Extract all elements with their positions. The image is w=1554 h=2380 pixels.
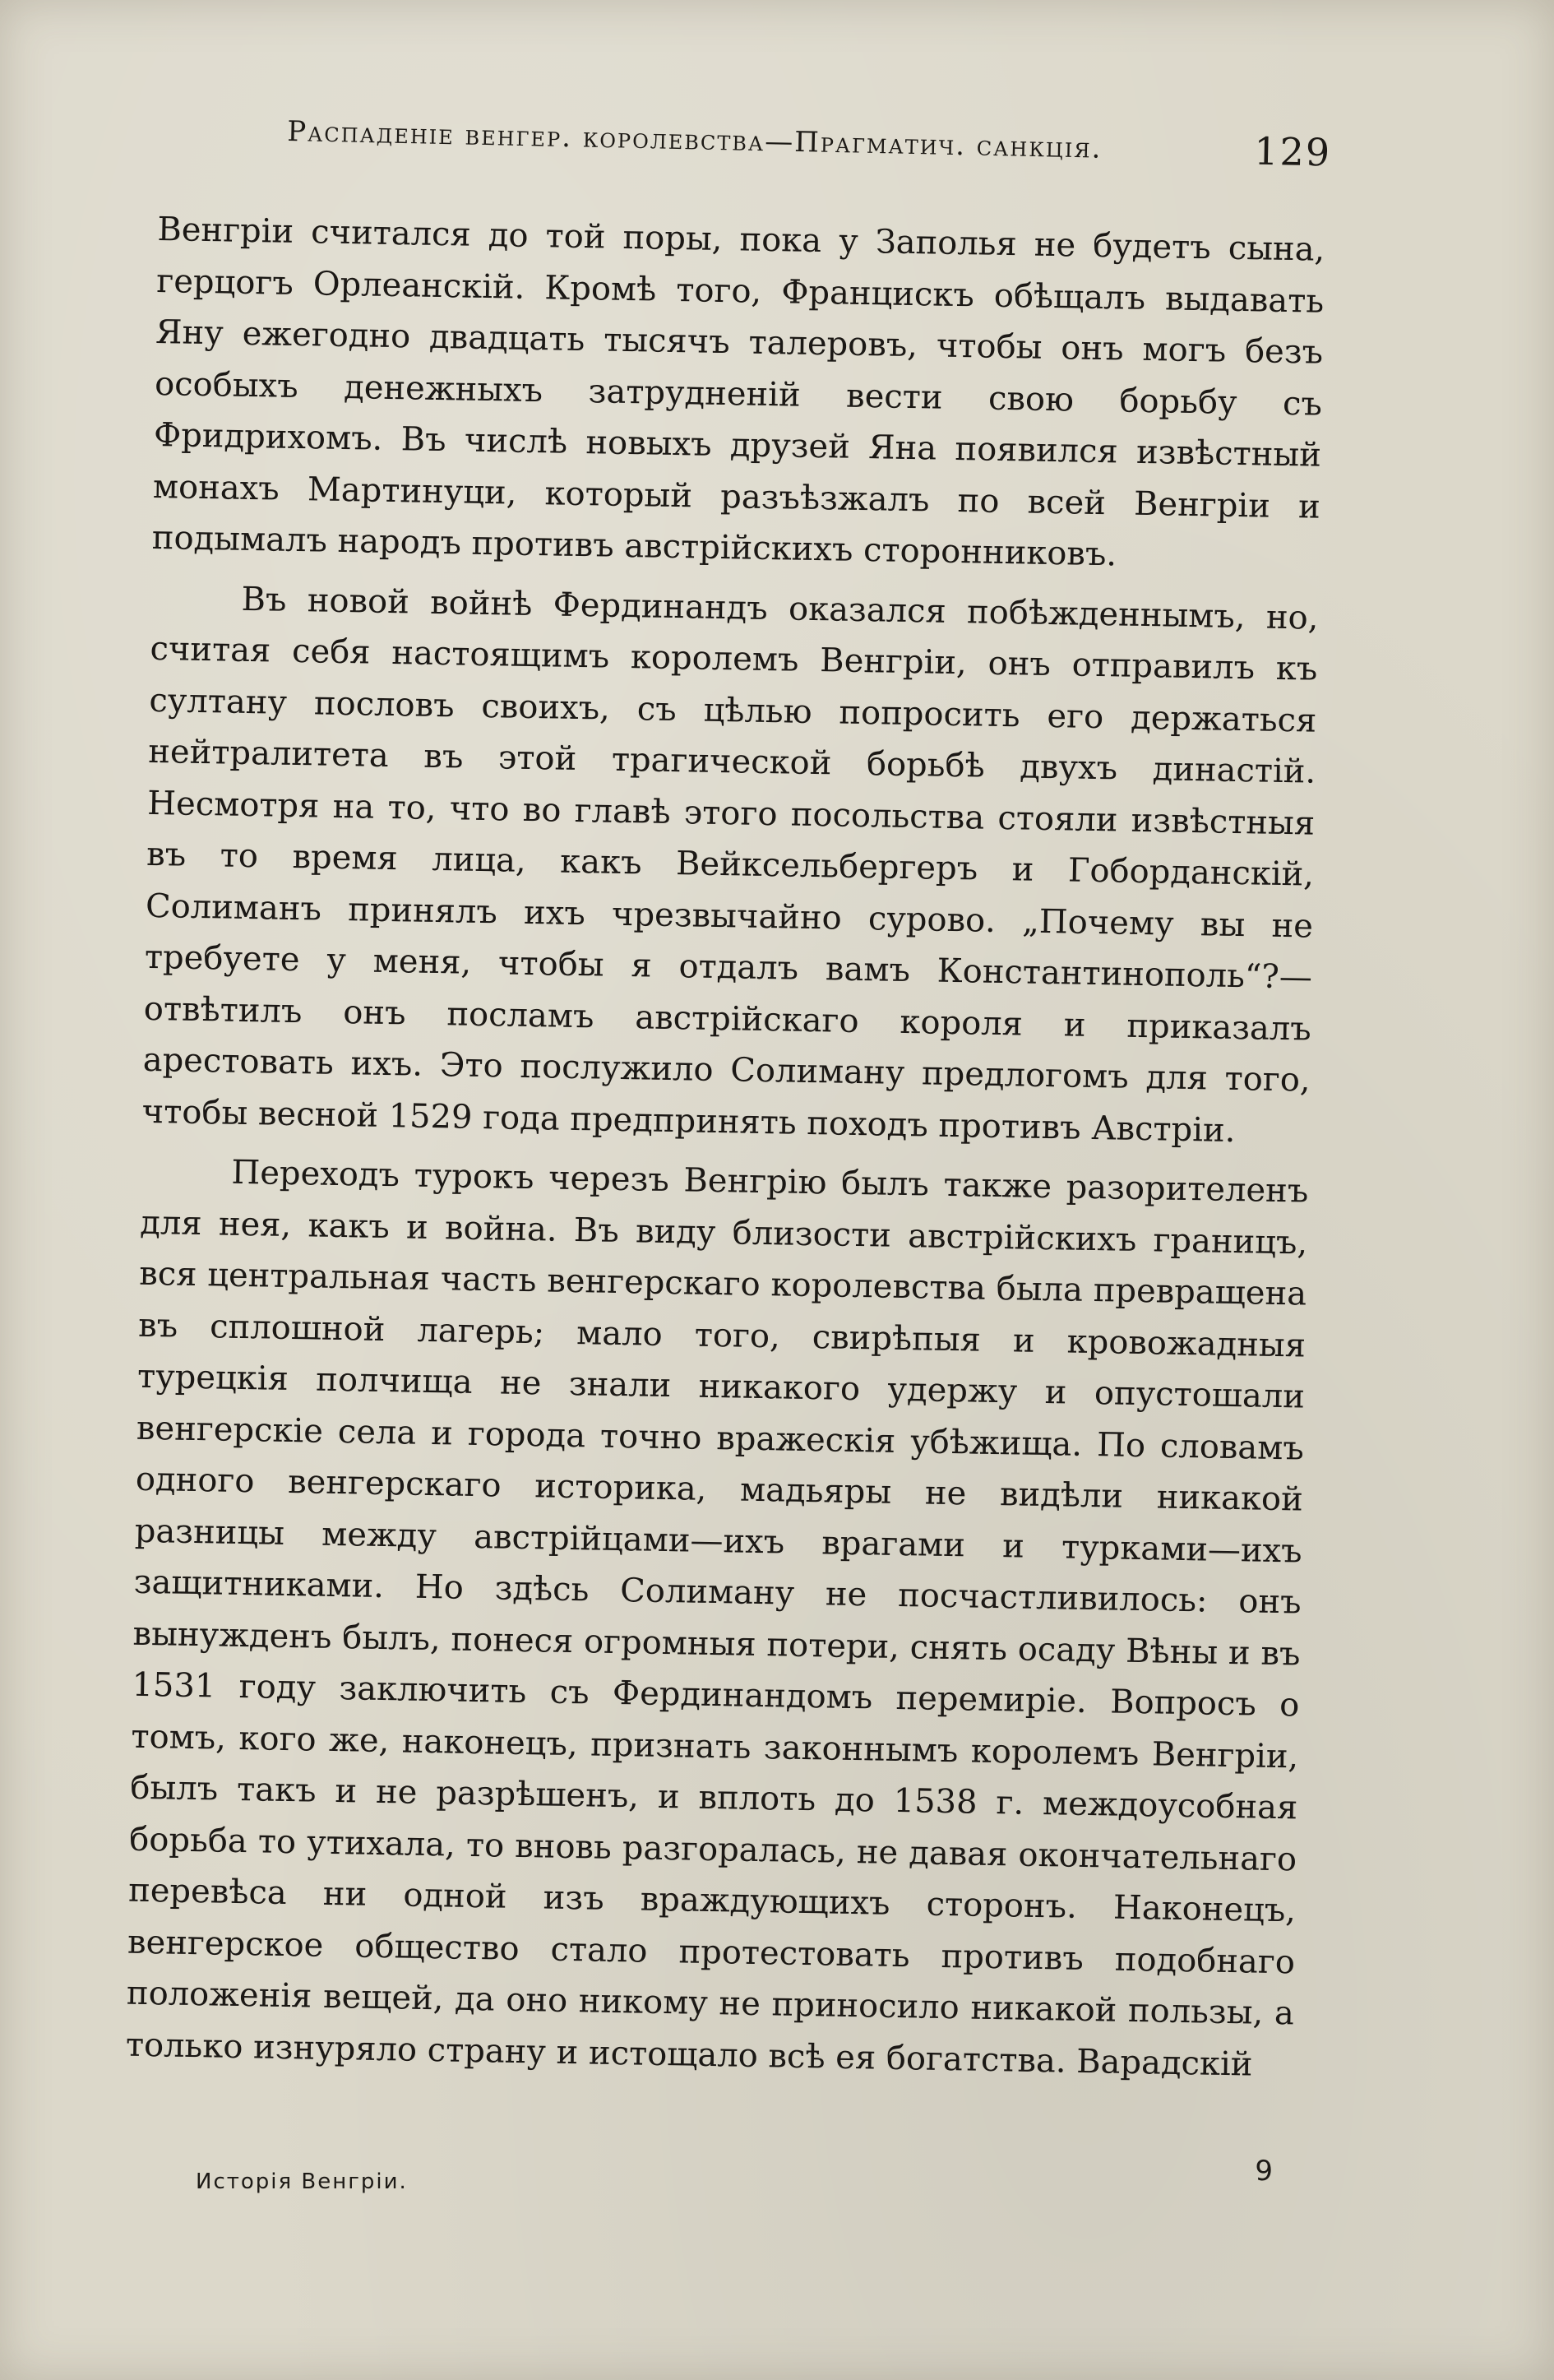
paragraph-continuation: Венгріи считался до той поры, пока у Заполья не будетъ сына, герцогъ Орлеанскій. Кромѣ того, Францискъ обѣщалъ выдавать Яну ежегодно двадцать тысячъ талеровъ, чтобы онъ могъ безъ особыхъ денежныхъ затрудненій вести свою борьбу съ Фридрихомъ. Въ числѣ новыхъ друзей Яна появился извѣстный монахъ Мартинуци, который разъѣзжалъ по всей Венгріи и подымалъ народъ противъ австрійскихъ сторонниковъ. bbox=[151, 210, 1325, 574]
page-header bbox=[287, 105, 1332, 185]
body-text bbox=[125, 204, 1325, 2099]
running-head: Распаденіе венгер. королевства—Прагматич. санкція. bbox=[286, 114, 1103, 165]
page-footer bbox=[196, 2155, 1273, 2204]
page-number: 129 bbox=[1253, 128, 1332, 175]
paragraph-ferdinand-embassy: Въ новой войнѣ Фердинандъ оказался побѣжденнымъ, но, считая себя настоящимъ королемъ Венгріи, онъ отправилъ къ султану пословъ своихъ, съ цѣлью попросить его держаться нейтралитета въ этой трагической борьбѣ двухъ династій. Несмотря на то, что во главѣ этого посольства стояли извѣстныя въ то время лица, какъ Вейксельбергеръ и Гоборданскій, Солиманъ принялъ ихъ чрезвычайно сурово. „Почему вы не требуете у меня, чтобы я отдалъ вамъ Константинополь“?—отвѣтилъ онъ посламъ австрійскаго короля и приказалъ арестовать ихъ. Это послужило Солиману предлогомъ для того, чтобы весной 1529 года предпринять походъ противъ Австріи. bbox=[141, 580, 1319, 1150]
signature-title: Исторія Венгріи. bbox=[196, 2169, 408, 2194]
signature-number: 9 bbox=[1255, 2155, 1273, 2188]
paragraph-turkish-passage: Переходъ турокъ черезъ Венгрію былъ также разорителенъ для нея, какъ и война. Въ виду близости австрійскихъ границъ, вся центральная часть венгерскаго королевства была превращена въ сплошной лагерь; мало того, свирѣпыя и кровожадныя турецкія полчища не знали никакого удержу и опустошали венгерскіе села и города точно вражескія убѣжища. По словамъ одного венгерскаго историка, мадьяры не видѣли никакой разницы между австрійцами—ихъ врагами и турками—ихъ защитниками. Но здѣсь Солиману не посчастливилось: онъ вынужденъ былъ, понеся огромныя потери, снять осаду Вѣны и въ 1531 году заключить съ Фердинандомъ перемиріе. Вопросъ о томъ, кого же, наконецъ, признать законнымъ королемъ Венгріи, былъ такъ и не разрѣшенъ, и вплоть до 1538 г. междоусобная борьба то утихала, то вновь разгоралась, не давая окончательнаго перевѣса ни одной изъ враждующихъ сторонъ. Наконецъ, венгерское общество стало протестовать противъ подобнаго положенія вещей, да оно никому не приносило никакой пользы, а только изнуряло страну и истощало всѣ ея богатства. Варадскій bbox=[125, 1153, 1309, 2084]
